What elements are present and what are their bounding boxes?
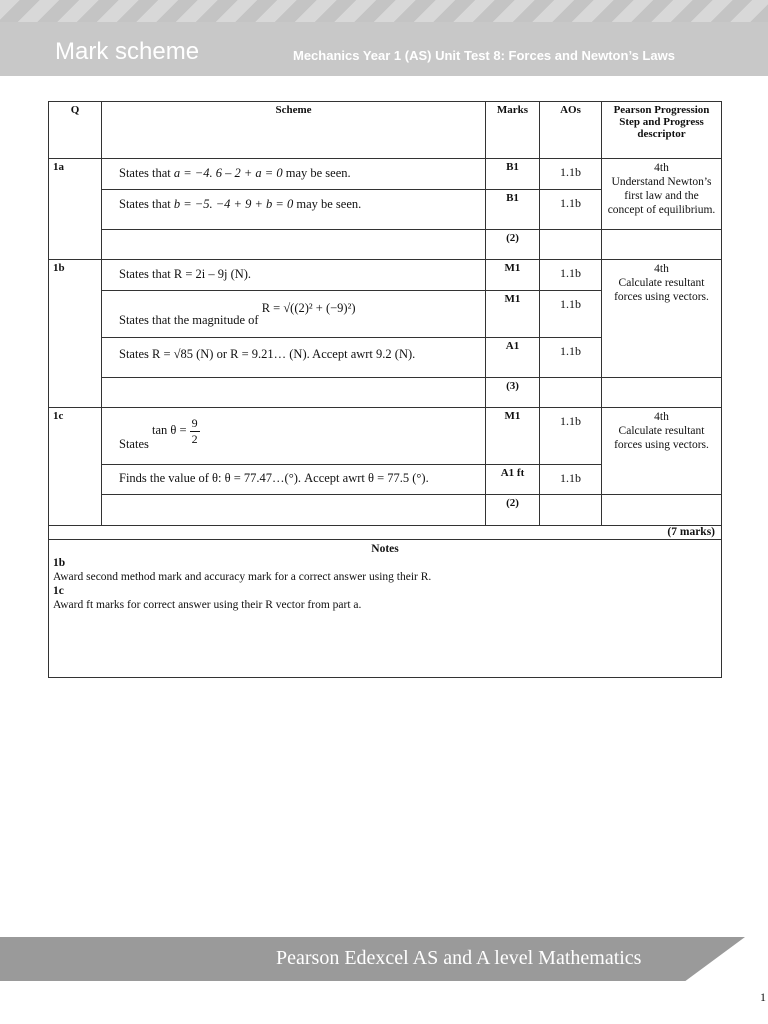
- mark-cell: B1: [486, 159, 540, 190]
- header-title: Mark scheme: [55, 38, 200, 65]
- ao-cell: 1.1b: [540, 190, 602, 230]
- header-subtitle: Mechanics Year 1 (AS) Unit Test 8: Forces and Newton’s Laws: [293, 48, 675, 63]
- mark-cell: A1 ft: [486, 465, 540, 495]
- ao-cell: 1.1b: [540, 260, 602, 291]
- question-label: 1c: [49, 408, 102, 526]
- scheme-cell: Finds the value of θ: θ = 77.47…(°). Accept awrt θ = 77.5 (°).: [102, 465, 486, 495]
- total-marks-row: [49, 526, 722, 540]
- ao-cell: 1.1b: [540, 338, 602, 378]
- footer-text: Pearson Edexcel AS and A level Mathematics: [276, 947, 642, 969]
- page-number: 1: [760, 990, 766, 1004]
- col-header-marks: Marks: [486, 102, 540, 159]
- empty-cell: [102, 378, 486, 408]
- table-row: [49, 378, 722, 408]
- mark-cell: M1: [486, 260, 540, 291]
- subtotal-cell: (2): [486, 495, 540, 526]
- header-stripes: [0, 0, 768, 22]
- ao-cell: 1.1b: [540, 408, 602, 465]
- question-label: 1a: [49, 159, 102, 260]
- col-header-scheme: Scheme: [102, 102, 486, 159]
- progress-descriptor: 4th Understand Newton’s first law and the concept of equilibrium.: [602, 159, 722, 230]
- col-header-descriptor: Pearson Progression Step and Progress descriptor: [602, 102, 722, 159]
- empty-cell: [540, 495, 602, 526]
- mark-cell: M1: [486, 291, 540, 338]
- empty-cell: [602, 230, 722, 260]
- subtotal-cell: (2): [486, 230, 540, 260]
- math-expression: R = √85 (N) or R = 9.21… (N). Accept awrt 9.2 (N).: [151, 347, 416, 361]
- table-row: [49, 495, 722, 526]
- table-row: [49, 408, 722, 465]
- table-row: [49, 260, 722, 291]
- ao-cell: 1.1b: [540, 159, 602, 190]
- mark-cell: A1: [486, 338, 540, 378]
- mark-cell: B1: [486, 190, 540, 230]
- empty-cell: [602, 378, 722, 408]
- empty-cell: [602, 495, 722, 526]
- empty-cell: [102, 495, 486, 526]
- table-row: [49, 159, 722, 190]
- col-header-aos: AOs: [540, 102, 602, 159]
- table-row: [49, 230, 722, 260]
- total-marks: (7 marks): [49, 526, 722, 540]
- scheme-cell: States tan θ = $\frac{9}{2}$: [102, 408, 486, 465]
- scheme-cell: States that b = −5. −4 + 9 + b = 0 may be seen.: [102, 190, 486, 230]
- empty-cell: [540, 378, 602, 408]
- progress-descriptor: 4th Calculate resultant forces using vectors.: [602, 408, 722, 495]
- notes-row: [49, 540, 722, 678]
- page-header: [0, 0, 768, 76]
- scheme-cell: States that the magnitude of R = √((2)² + (−9)²): [102, 291, 486, 338]
- mark-scheme-table: [48, 101, 722, 678]
- ao-cell: 1.1b: [540, 465, 602, 495]
- math-expression: tan θ = $\frac{9}{2}$: [151, 416, 198, 446]
- note-text: Award ft marks for correct answer using their R vector from part a.: [53, 599, 362, 611]
- subtotal-cell: (3): [486, 378, 540, 408]
- col-header-q: Q: [49, 102, 102, 159]
- progress-descriptor: 4th Calculate resultant forces using vectors.: [602, 260, 722, 378]
- note-text: Award second method mark and accuracy mark for a correct answer using their R.: [53, 571, 432, 583]
- math-expression: θ = 77.47…(°). Accept awrt θ = 77.5 (°).: [224, 471, 429, 485]
- mark-cell: M1: [486, 408, 540, 465]
- scheme-cell: States that R = 2i – 9j (N).: [102, 260, 486, 291]
- note-label: 1c: [53, 585, 64, 597]
- table-header-row: [49, 102, 722, 159]
- scheme-cell: States R = √85 (N) or R = 9.21… (N). Accept awrt 9.2 (N).: [102, 338, 486, 378]
- empty-cell: [540, 230, 602, 260]
- notes-cell: [49, 540, 722, 678]
- question-label: 1b: [49, 260, 102, 408]
- scheme-cell: States that a = −4. 6 – 2 + a = 0 may be seen.: [102, 159, 486, 190]
- math-expression: R = √((2)² + (−9)²): [261, 301, 356, 315]
- notes-title: Notes: [371, 543, 399, 555]
- note-label: 1b: [53, 557, 66, 569]
- empty-cell: [102, 230, 486, 260]
- ao-cell: 1.1b: [540, 291, 602, 338]
